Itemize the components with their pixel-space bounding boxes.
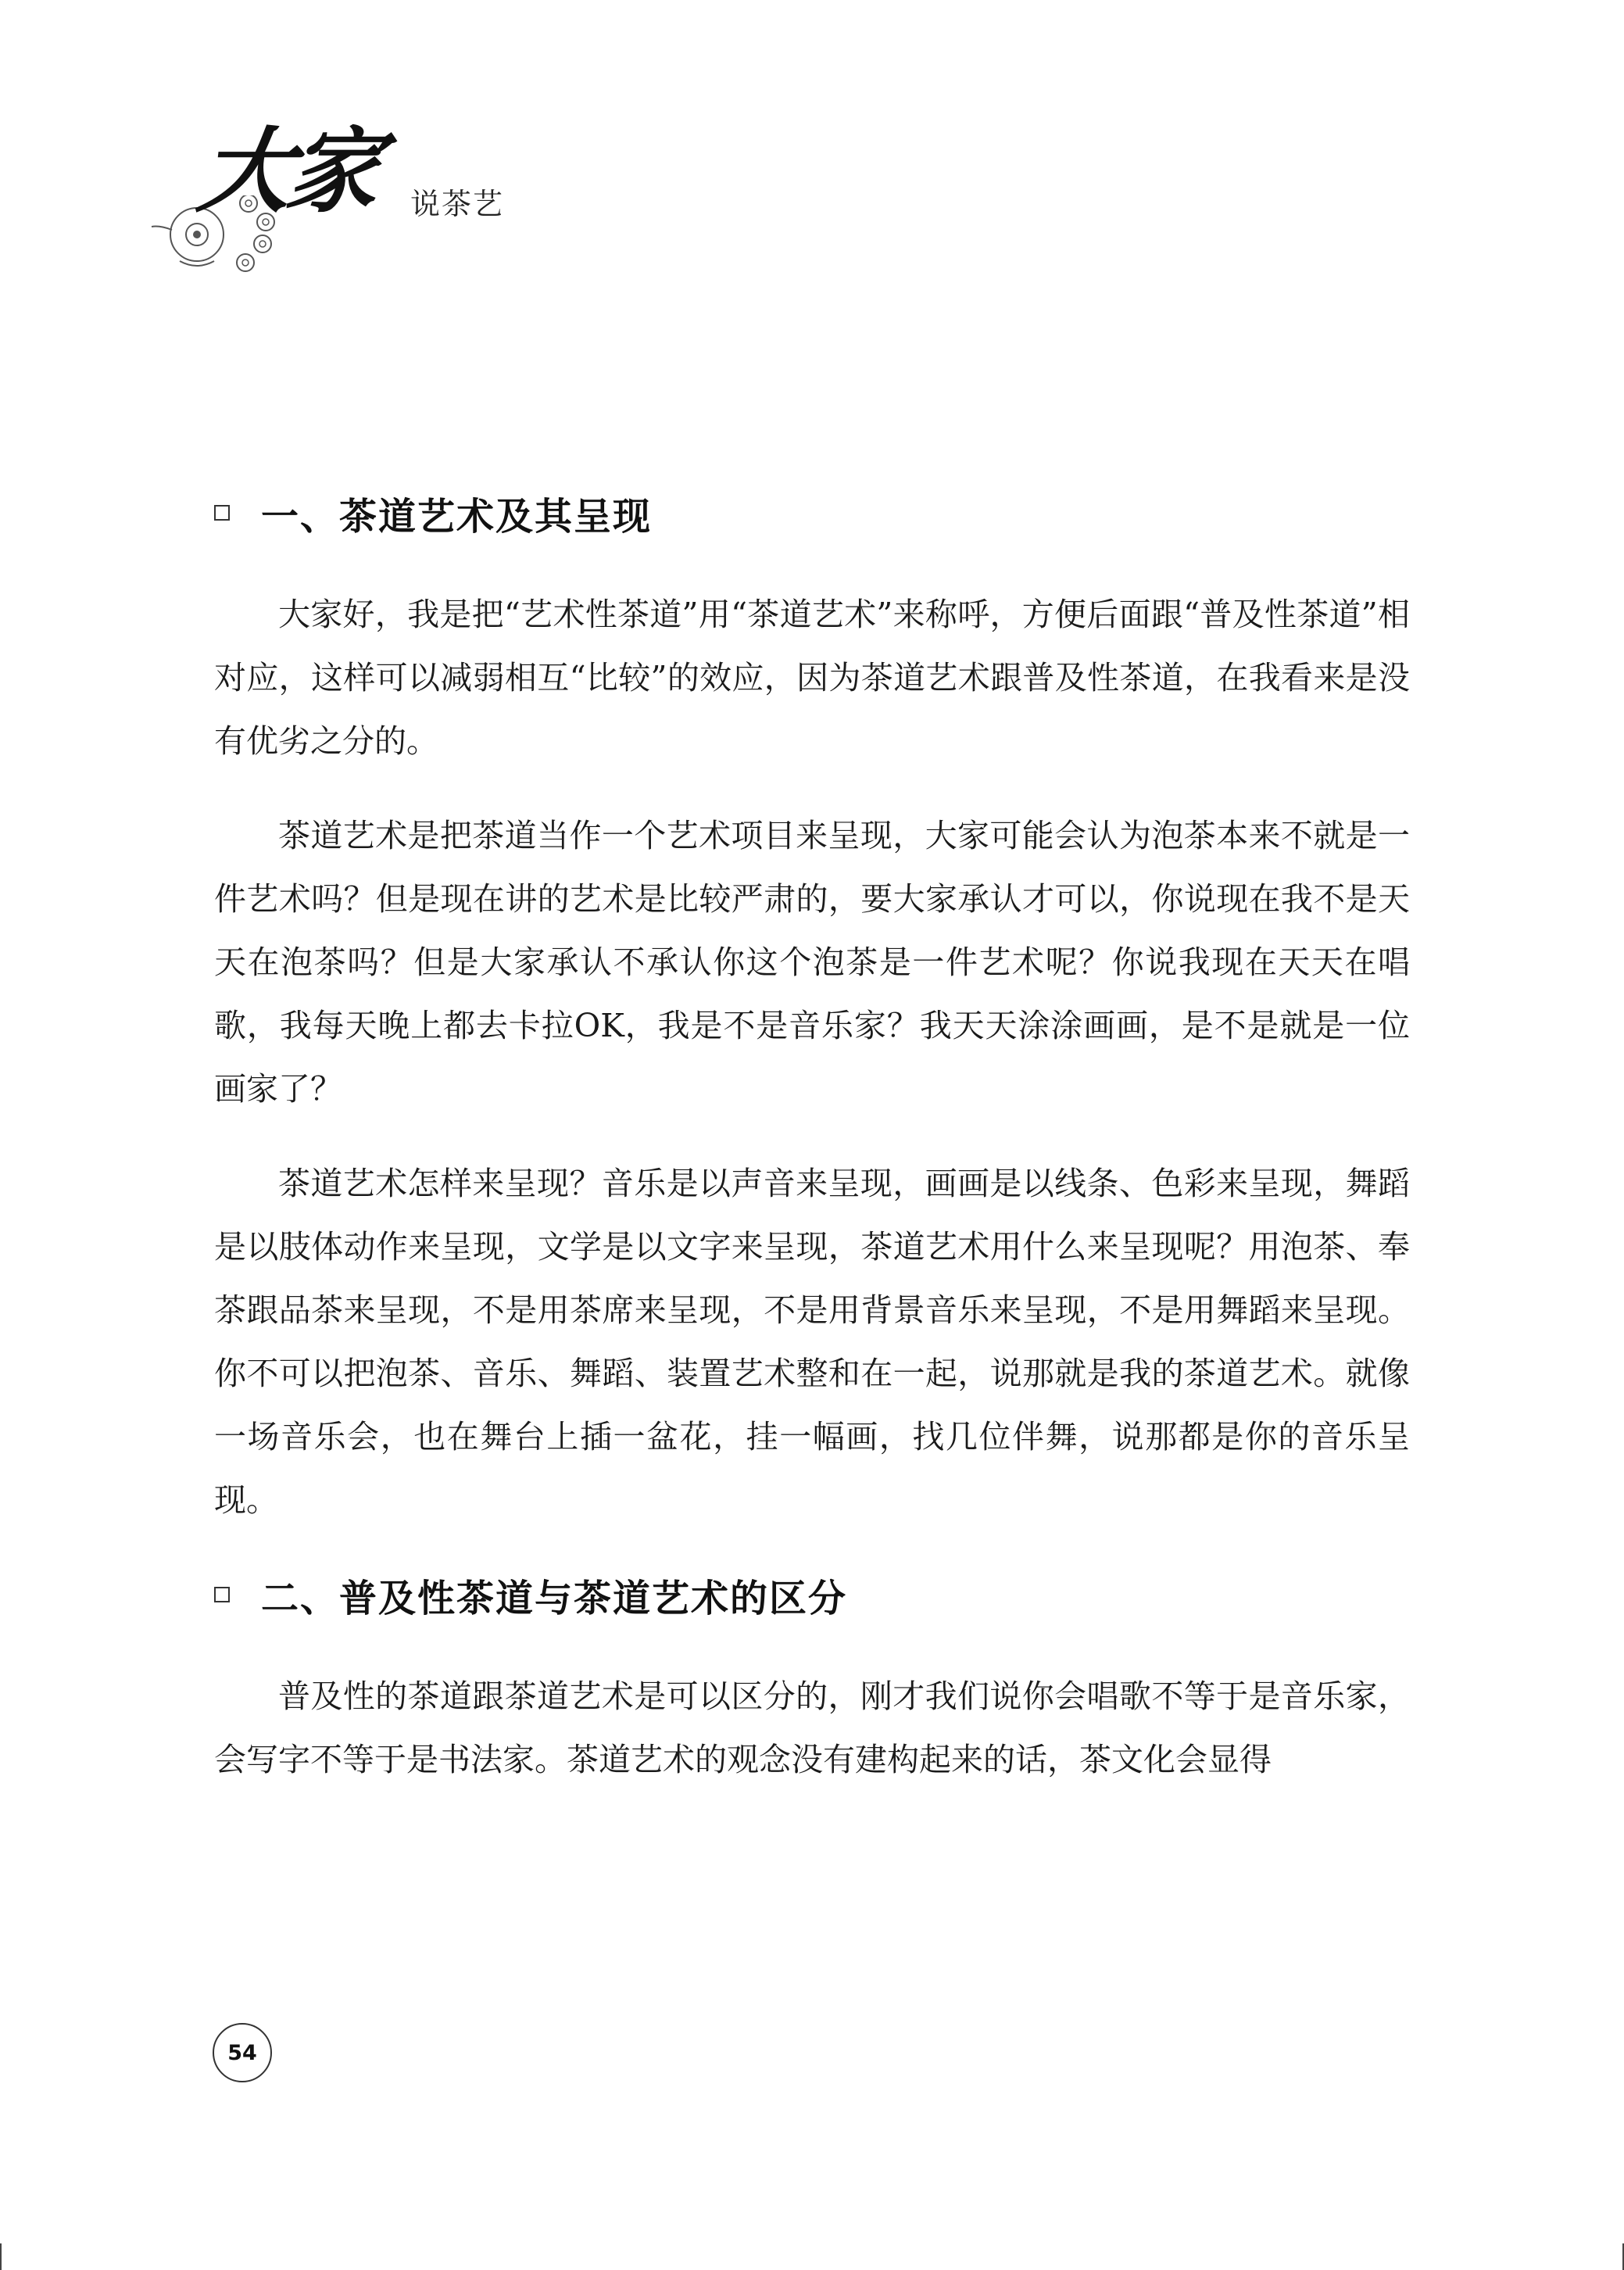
- page-content: [214, 474, 1410, 1792]
- paragraph: 茶道艺术是把茶道当作一个艺术项目来呈现，大家可能会认为泡茶本来不就是一件艺术吗？但是现在讲的艺术是比较严肃的，要大家承认才可以，你说现在我不是天天在泡茶吗？但是大家承认不承认你这个泡茶是一件艺术呢？你说我现在天天在唱歌，我每天晚上都去卡拉OK，我是不是音乐家？我天天涂涂画画，是不是就是一位画家了？: [214, 817, 1410, 1108]
- section-heading-text: 二、普及性茶道与茶道艺术的区分: [261, 1576, 848, 1620]
- page-number: 54: [213, 2023, 272, 2082]
- section-heading: [214, 474, 1410, 552]
- paragraph: 普及性的茶道跟茶道艺术是可以区分的，刚才我们说你会唱歌不等于是音乐家，会写字不等于是书法家。茶道艺术的观念没有建构起来的话，茶文化会显得: [214, 1677, 1410, 1778]
- brand-title: 大家: [192, 116, 383, 225]
- paragraph: 茶道艺术怎样来呈现？音乐是以声音来呈现，画画是以线条、色彩来呈现，舞蹈是以肢体动作来呈现，文学是以文字来呈现，茶道艺术用什么来呈现呢？用泡茶、奉茶跟品茶来呈现，不是用茶席来呈现，不是用背景音乐来呈现，不是用舞蹈来呈现。你不可以把泡茶、音乐、舞蹈、装置艺术整和在一起，说那就是我的茶道艺术。就像一场音乐会，也在舞台上插一盆花，挂一幅画，找几位伴舞，说那都是你的音乐呈现。: [214, 1165, 1410, 1519]
- header-logo: [148, 116, 555, 289]
- square-bullet-icon: [214, 1587, 230, 1602]
- section-heading: [214, 1556, 1410, 1634]
- crop-mark: [0, 2243, 2, 2270]
- paragraph: 大家好，我是把“艺术性茶道”用“茶道艺术”来称呼，方便后面跟“普及性茶道”相对应，这样可以减弱相互“比较”的效应，因为茶道艺术跟普及性茶道，在我看来是没有优劣之分的。: [214, 596, 1410, 760]
- brand-subtitle: 说茶艺: [410, 187, 505, 221]
- square-bullet-icon: [214, 505, 230, 521]
- section-heading-text: 一、茶道艺术及其呈现: [261, 494, 653, 539]
